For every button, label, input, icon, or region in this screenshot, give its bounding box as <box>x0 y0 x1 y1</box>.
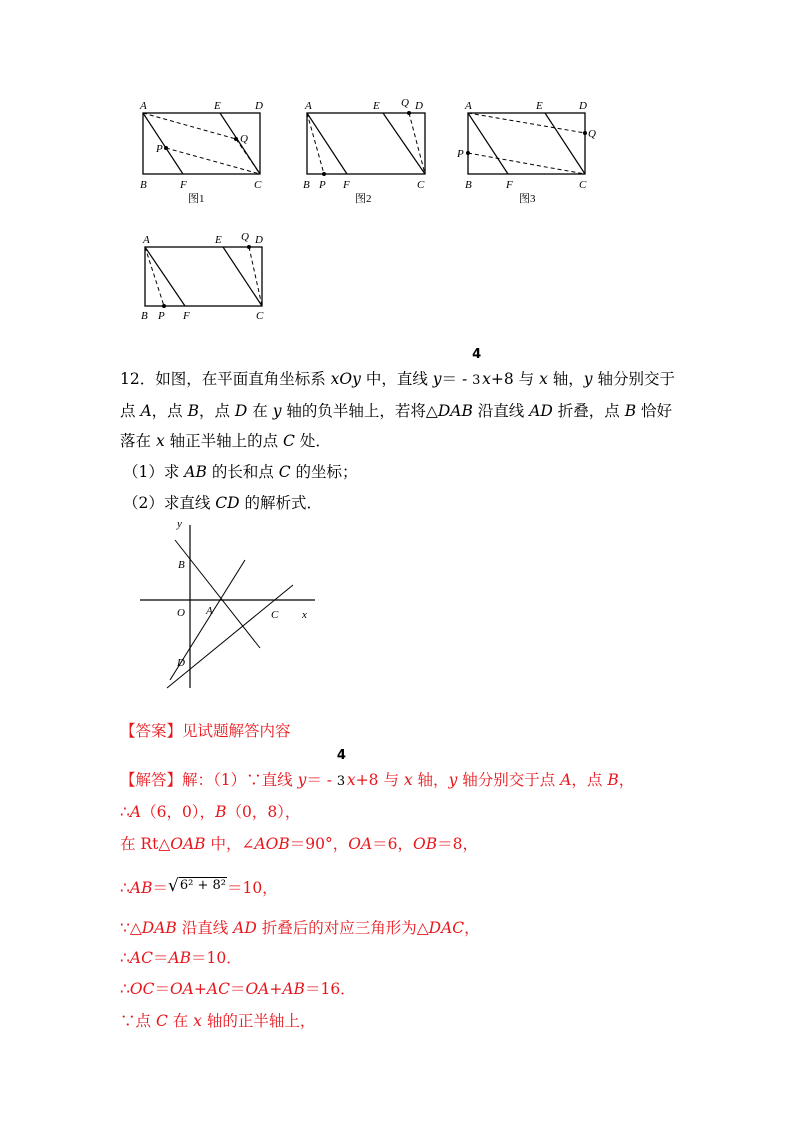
label-f: F <box>180 179 187 191</box>
label-q: Q <box>588 128 596 140</box>
segment-af <box>468 113 508 174</box>
point-p <box>466 151 470 155</box>
segment-ec <box>223 247 262 306</box>
label-p: P <box>158 310 165 322</box>
label-c: C <box>417 179 425 191</box>
label-e: E <box>214 100 221 112</box>
label-q: Q <box>401 97 409 109</box>
label-b: B <box>140 179 147 191</box>
label-p: P <box>156 143 163 155</box>
figure-1 <box>130 96 280 206</box>
segment-aq <box>468 113 585 133</box>
label-p: P <box>319 179 326 191</box>
label-c: C <box>254 179 262 191</box>
label-o: O <box>177 607 185 619</box>
problem-line-1: 12．如图，在平面直角坐标系 xOy 中，直线 y＝ - 4 3 x+8 与 x 轴，y 轴分别交于 <box>120 369 675 391</box>
label-p: P <box>457 148 464 160</box>
label-q: Q <box>241 231 249 243</box>
solution-line-1: 【解答】解：（1）∵直线 y＝ - 4 3 x+8 与 x 轴，y 轴分别交于点 A，点 B， <box>120 770 634 792</box>
label-b: B <box>178 559 185 571</box>
figure-3 <box>455 96 605 206</box>
figure-2 <box>295 96 445 206</box>
label-y-axis: y <box>177 518 182 530</box>
label-d: D <box>255 234 263 246</box>
coordinate-figure <box>135 510 335 695</box>
point-q <box>247 245 251 249</box>
solution-line-7: ∴OC＝OA+AC＝OA+AB＝16． <box>120 980 356 998</box>
segment-af <box>307 113 347 174</box>
fraction-four-thirds: 4 3 <box>336 748 346 789</box>
label-d: D <box>579 100 587 112</box>
solution-line-3: 在 Rt△OAB 中，∠AOB＝90°，OA＝6，OB＝8， <box>120 835 479 853</box>
label-d: D <box>255 100 263 112</box>
label-b: B <box>303 179 310 191</box>
question-1: （1）求 AB 的长和点 C 的坐标； <box>123 463 358 481</box>
solution-line-8: ∵点 C 在 x 轴的正半轴上， <box>120 1012 316 1030</box>
label-q: Q <box>240 133 248 145</box>
label-a: A <box>206 605 213 617</box>
problem-line-3: 落在 x 轴正半轴上的点 C 处． <box>120 432 331 450</box>
segment-ap <box>145 247 164 306</box>
label-c: C <box>256 310 264 322</box>
point-q <box>583 131 587 135</box>
segment-ec <box>383 113 425 174</box>
label-c: C <box>271 609 279 621</box>
rect-abcd <box>145 247 262 306</box>
line-ab <box>175 540 260 648</box>
solution-line-2: ∴A（6，0），B（0，8）， <box>120 803 301 821</box>
solution-line-4: ∴AB＝√$^{6^2 + 8^2}$＝10， <box>120 878 278 900</box>
answer-line <box>120 721 291 741</box>
solution-line-6: ∴AC＝AB＝10． <box>120 949 242 967</box>
rect-abcd <box>307 113 425 174</box>
label-a: A <box>143 234 150 246</box>
label-x-axis: x <box>302 609 307 621</box>
question-2: （2）求直线 CD 的解析式． <box>123 494 323 512</box>
segment-ec <box>545 113 585 174</box>
label-f: F <box>506 179 513 191</box>
rect-abcd <box>468 113 585 174</box>
solution-tag: 【解答】 <box>120 771 183 789</box>
figure-caption: 图1 <box>188 193 205 205</box>
figure-4 <box>133 230 283 325</box>
label-c: C <box>579 179 587 191</box>
point-p <box>322 172 326 176</box>
label-e: E <box>536 100 543 112</box>
label-f: F <box>183 310 190 322</box>
label-d: D <box>415 100 423 112</box>
label-f: F <box>343 179 350 191</box>
answer-tag: 【答案】 <box>120 722 183 740</box>
solution-line-5: ∵△DAB 沿直线 AD 折叠后的对应三角形为△DAC， <box>120 919 480 937</box>
segment-af <box>145 247 185 306</box>
figure-caption: 图2 <box>355 193 372 205</box>
label-b: B <box>141 310 148 322</box>
problem-line-2: 点 A，点 B，点 D 在 y 轴的负半轴上，若将△DAB 沿直线 AD 折叠，点 B 恰好 <box>120 402 673 420</box>
point-q <box>407 111 411 115</box>
figure-caption: 图3 <box>519 193 536 205</box>
point-p <box>162 304 166 308</box>
label-d: D <box>177 657 185 669</box>
label-a: A <box>140 100 147 112</box>
label-e: E <box>215 234 222 246</box>
segment-ap <box>307 113 324 174</box>
fraction-four-thirds: 4 3 <box>472 347 482 388</box>
label-a: A <box>305 100 312 112</box>
point-q <box>234 137 238 141</box>
label-b: B <box>465 179 472 191</box>
segment-pc <box>468 153 585 174</box>
segment-qc <box>409 113 425 174</box>
answer-text: 见试题解答内容 <box>182 722 291 740</box>
point-p <box>164 146 168 150</box>
sqrt-expression: √$^{6^2 + 8^2}$ <box>167 876 226 896</box>
label-e: E <box>373 100 380 112</box>
label-a: A <box>465 100 472 112</box>
